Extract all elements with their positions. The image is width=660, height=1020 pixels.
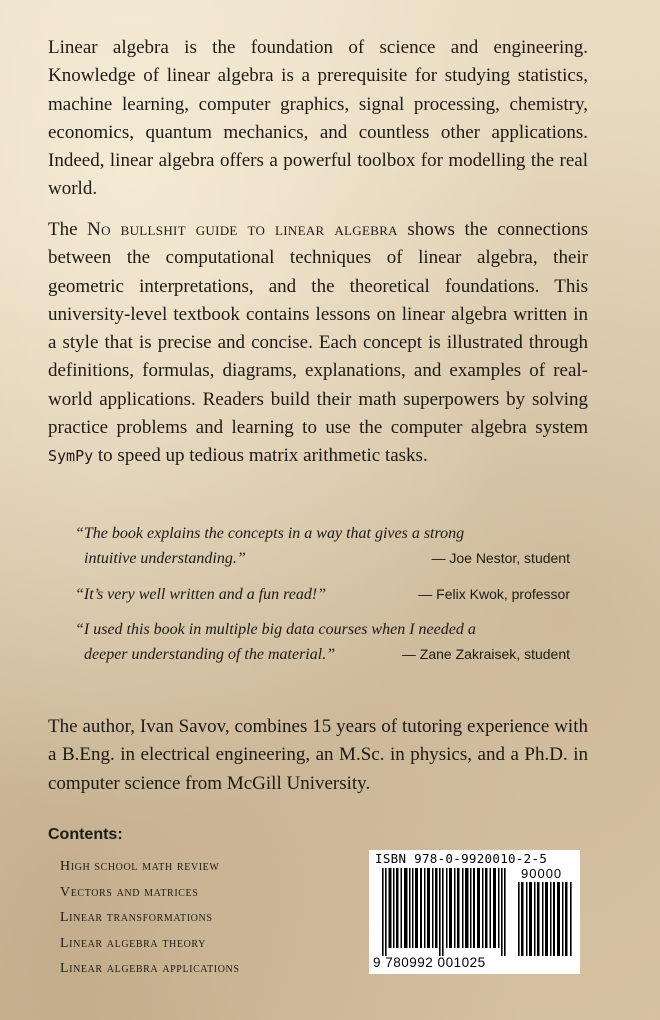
testimonial — [75, 582, 570, 607]
contents-list — [60, 854, 240, 982]
description-pre: The — [48, 219, 88, 240]
price-code: 90000 — [521, 866, 563, 881]
description-mid: shows the connections between the computational techniques of linear algebra, their geometric interpretations, and the theoretical foundations. This university-level textbook contains lessons on linear algebra written in a style that is precise and concise. Each concept is illustrated through definitions, formulas, diagrams, explanations, and examples of real-world applications. Readers build their math superpowers by solving practice problems and learning to use the computer algebra system — [48, 219, 588, 439]
contents-heading: Contents: — [48, 826, 123, 843]
contents-item: High school math review — [60, 859, 220, 874]
testimonial-text: deeper understanding of the material.” — [84, 646, 336, 663]
testimonial-text: “The book explains the concepts in a way that gives a strong — [75, 525, 465, 542]
description-paragraph — [48, 216, 588, 471]
contents-item: Linear transformations — [60, 910, 213, 925]
testimonial-attribution: — Zane Zakraisek, student — [401, 646, 570, 662]
contents-item: Linear algebra applications — [60, 961, 240, 976]
contents-item: Linear algebra theory — [60, 935, 206, 951]
testimonial-text: “I used this book in multiple big data courses when I needed a — [75, 621, 476, 638]
ean-barcode-icon — [374, 868, 514, 956]
isbn-label: ISBN 978-0-9920010-2-5 — [375, 851, 548, 866]
description-post: to speed up tedious matrix arithmetic tasks. — [93, 445, 428, 467]
contents-item: Vectors and matrices — [60, 884, 199, 900]
testimonial-attribution: — Felix Kwok, professor — [418, 586, 570, 602]
testimonials — [75, 522, 570, 678]
price-barcode-icon — [517, 882, 575, 956]
testimonial-text: intuitive understanding.” — [84, 550, 246, 567]
software-name: SymPy — [48, 447, 94, 466]
book-title: No bullshit guide to linear algebra — [87, 219, 398, 240]
author-paragraph: The author, Ivan Savov, combines 15 years of tutoring experience with a B.Eng. in electrical engineering, an M.Sc. in physics, and a Ph.D. in computer science from McGill University. — [48, 716, 588, 794]
testimonial-text: “It’s very well written and a fun read!” — [75, 586, 327, 603]
testimonial — [75, 522, 570, 571]
isbn-barcode — [369, 850, 580, 974]
intro-paragraph: Linear algebra is the foundation of science and engineering. Knowledge of linear algebra is a prerequisite for studying statistics, machine learning, computer graphics, signal processing, chemistry, economics, quantum mechanics, and countless other applications. Indeed, linear algebra offers a powerful toolbox for modelling the real world. — [48, 37, 588, 200]
ean-digits: 9 780992 001025 — [373, 955, 486, 970]
testimonial-attribution: — Joe Nestor, student — [431, 550, 570, 566]
testimonial — [75, 618, 570, 667]
